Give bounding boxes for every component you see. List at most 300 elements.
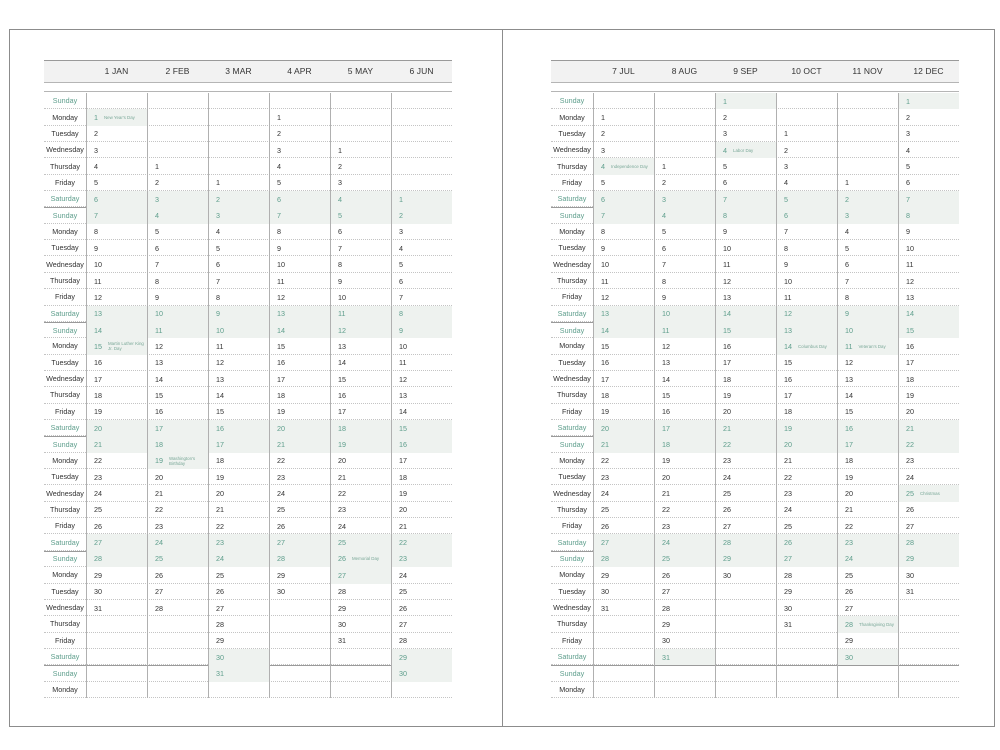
day-cell[interactable] (899, 551, 959, 567)
day-cell[interactable] (655, 240, 715, 256)
day-cell[interactable] (87, 584, 147, 600)
day-cell[interactable] (331, 158, 391, 174)
day-cell[interactable] (148, 371, 208, 387)
day-cell[interactable] (148, 322, 208, 338)
day-cell[interactable] (716, 355, 776, 371)
day-cell[interactable] (331, 616, 391, 632)
day-cell[interactable] (838, 518, 898, 534)
day-cell[interactable] (331, 404, 391, 420)
day-cell[interactable] (594, 289, 654, 305)
day-cell[interactable] (148, 567, 208, 583)
day-cell[interactable] (148, 436, 208, 452)
day-cell[interactable] (87, 207, 147, 223)
day-cell[interactable] (392, 371, 452, 387)
day-cell[interactable] (331, 191, 391, 207)
day-cell[interactable] (392, 306, 452, 322)
day-cell[interactable] (899, 387, 959, 403)
day-cell[interactable] (594, 534, 654, 550)
day-cell[interactable] (87, 142, 147, 158)
day-cell[interactable] (655, 502, 715, 518)
day-cell[interactable] (899, 338, 959, 354)
day-cell[interactable] (87, 191, 147, 207)
day-cell[interactable] (838, 567, 898, 583)
day-cell[interactable] (594, 387, 654, 403)
day-cell[interactable] (594, 175, 654, 191)
day-cell[interactable] (148, 257, 208, 273)
day-cell[interactable] (148, 273, 208, 289)
day-cell[interactable] (594, 518, 654, 534)
day-cell[interactable] (209, 207, 269, 223)
day-cell[interactable] (899, 142, 959, 158)
day-cell[interactable] (655, 175, 715, 191)
day-cell[interactable] (594, 600, 654, 616)
day-cell[interactable] (594, 240, 654, 256)
day-cell[interactable] (655, 273, 715, 289)
day-cell[interactable] (209, 289, 269, 305)
day-cell[interactable] (148, 224, 208, 240)
day-cell[interactable] (655, 257, 715, 273)
day-cell[interactable] (716, 436, 776, 452)
day-cell[interactable] (270, 469, 330, 485)
day-cell[interactable] (392, 453, 452, 469)
day-cell[interactable] (148, 485, 208, 501)
day-cell[interactable] (392, 387, 452, 403)
day-cell[interactable] (331, 273, 391, 289)
day-cell[interactable] (392, 420, 452, 436)
day-cell[interactable] (655, 289, 715, 305)
day-cell[interactable] (331, 387, 391, 403)
day-cell[interactable] (899, 322, 959, 338)
day-cell[interactable] (87, 109, 147, 125)
day-cell[interactable] (777, 436, 837, 452)
day-cell[interactable] (899, 485, 959, 501)
day-cell[interactable] (209, 404, 269, 420)
day-cell[interactable] (148, 534, 208, 550)
day-cell[interactable] (392, 207, 452, 223)
day-cell[interactable] (899, 436, 959, 452)
day-cell[interactable] (655, 404, 715, 420)
day-cell[interactable] (270, 207, 330, 223)
day-cell[interactable] (209, 584, 269, 600)
day-cell[interactable] (270, 240, 330, 256)
day-cell[interactable] (209, 518, 269, 534)
day-cell[interactable] (270, 567, 330, 583)
day-cell[interactable] (392, 633, 452, 649)
day-cell[interactable] (331, 420, 391, 436)
day-cell[interactable] (331, 502, 391, 518)
day-cell[interactable] (331, 338, 391, 354)
day-cell[interactable] (777, 502, 837, 518)
day-cell[interactable] (87, 551, 147, 567)
day-cell[interactable] (899, 191, 959, 207)
day-cell[interactable] (148, 518, 208, 534)
day-cell[interactable] (594, 502, 654, 518)
day-cell[interactable] (655, 567, 715, 583)
day-cell[interactable] (392, 665, 452, 681)
day-cell[interactable] (899, 207, 959, 223)
day-cell[interactable] (270, 551, 330, 567)
day-cell[interactable] (331, 142, 391, 158)
day-cell[interactable] (148, 551, 208, 567)
day-cell[interactable] (838, 306, 898, 322)
day-cell[interactable] (87, 355, 147, 371)
day-cell[interactable] (777, 485, 837, 501)
day-cell[interactable] (594, 322, 654, 338)
day-cell[interactable] (148, 240, 208, 256)
day-cell[interactable] (838, 534, 898, 550)
day-cell[interactable] (87, 338, 147, 354)
day-cell[interactable] (148, 404, 208, 420)
day-cell[interactable] (899, 355, 959, 371)
day-cell[interactable] (270, 191, 330, 207)
day-cell[interactable] (777, 191, 837, 207)
day-cell[interactable] (899, 453, 959, 469)
day-cell[interactable] (270, 502, 330, 518)
day-cell[interactable] (594, 453, 654, 469)
day-cell[interactable] (838, 175, 898, 191)
day-cell[interactable] (716, 469, 776, 485)
day-cell[interactable] (594, 436, 654, 452)
day-cell[interactable] (838, 436, 898, 452)
day-cell[interactable] (87, 534, 147, 550)
day-cell[interactable] (838, 469, 898, 485)
day-cell[interactable] (838, 502, 898, 518)
day-cell[interactable] (331, 257, 391, 273)
day-cell[interactable] (899, 567, 959, 583)
day-cell[interactable] (777, 355, 837, 371)
day-cell[interactable] (716, 126, 776, 142)
day-cell[interactable] (209, 633, 269, 649)
day-cell[interactable] (777, 175, 837, 191)
day-cell[interactable] (87, 453, 147, 469)
day-cell[interactable] (331, 453, 391, 469)
day-cell[interactable] (270, 371, 330, 387)
day-cell[interactable] (716, 207, 776, 223)
day-cell[interactable] (209, 191, 269, 207)
day-cell[interactable] (716, 257, 776, 273)
day-cell[interactable] (87, 273, 147, 289)
day-cell[interactable] (594, 584, 654, 600)
day-cell[interactable] (899, 289, 959, 305)
day-cell[interactable] (655, 420, 715, 436)
day-cell[interactable] (899, 158, 959, 174)
day-cell[interactable] (392, 322, 452, 338)
day-cell[interactable] (270, 534, 330, 550)
day-cell[interactable] (594, 355, 654, 371)
day-cell[interactable] (594, 224, 654, 240)
day-cell[interactable] (87, 469, 147, 485)
day-cell[interactable] (716, 175, 776, 191)
day-cell[interactable] (594, 404, 654, 420)
day-cell[interactable] (594, 469, 654, 485)
day-cell[interactable] (87, 518, 147, 534)
day-cell[interactable] (331, 534, 391, 550)
day-cell[interactable] (209, 387, 269, 403)
day-cell[interactable] (209, 649, 269, 665)
day-cell[interactable] (594, 109, 654, 125)
day-cell[interactable] (777, 322, 837, 338)
day-cell[interactable] (716, 289, 776, 305)
day-cell[interactable] (655, 191, 715, 207)
day-cell[interactable] (655, 616, 715, 632)
day-cell[interactable] (209, 322, 269, 338)
day-cell[interactable] (392, 649, 452, 665)
day-cell[interactable] (777, 306, 837, 322)
day-cell[interactable] (270, 273, 330, 289)
day-cell[interactable] (331, 240, 391, 256)
day-cell[interactable] (270, 518, 330, 534)
day-cell[interactable] (655, 224, 715, 240)
day-cell[interactable] (148, 600, 208, 616)
day-cell[interactable] (331, 518, 391, 534)
day-cell[interactable] (655, 355, 715, 371)
day-cell[interactable] (716, 142, 776, 158)
day-cell[interactable] (392, 600, 452, 616)
day-cell[interactable] (777, 240, 837, 256)
day-cell[interactable] (777, 584, 837, 600)
day-cell[interactable] (899, 469, 959, 485)
day-cell[interactable] (331, 322, 391, 338)
day-cell[interactable] (148, 387, 208, 403)
day-cell[interactable] (716, 240, 776, 256)
day-cell[interactable] (209, 371, 269, 387)
day-cell[interactable] (270, 338, 330, 354)
day-cell[interactable] (899, 306, 959, 322)
day-cell[interactable] (655, 551, 715, 567)
day-cell[interactable] (777, 600, 837, 616)
day-cell[interactable] (87, 289, 147, 305)
day-cell[interactable] (87, 257, 147, 273)
day-cell[interactable] (777, 404, 837, 420)
day-cell[interactable] (392, 502, 452, 518)
day-cell[interactable] (392, 584, 452, 600)
day-cell[interactable] (899, 584, 959, 600)
day-cell[interactable] (655, 436, 715, 452)
day-cell[interactable] (899, 109, 959, 125)
day-cell[interactable] (838, 191, 898, 207)
day-cell[interactable] (392, 224, 452, 240)
day-cell[interactable] (148, 502, 208, 518)
day-cell[interactable] (148, 306, 208, 322)
day-cell[interactable] (270, 322, 330, 338)
day-cell[interactable] (899, 126, 959, 142)
day-cell[interactable] (838, 584, 898, 600)
day-cell[interactable] (270, 387, 330, 403)
day-cell[interactable] (331, 600, 391, 616)
day-cell[interactable] (331, 355, 391, 371)
day-cell[interactable] (655, 649, 715, 665)
day-cell[interactable] (392, 273, 452, 289)
day-cell[interactable] (392, 469, 452, 485)
day-cell[interactable] (270, 355, 330, 371)
day-cell[interactable] (270, 175, 330, 191)
day-cell[interactable] (209, 600, 269, 616)
day-cell[interactable] (87, 322, 147, 338)
day-cell[interactable] (209, 485, 269, 501)
day-cell[interactable] (209, 306, 269, 322)
day-cell[interactable] (270, 289, 330, 305)
day-cell[interactable] (838, 273, 898, 289)
day-cell[interactable] (209, 534, 269, 550)
day-cell[interactable] (899, 502, 959, 518)
day-cell[interactable] (594, 567, 654, 583)
day-cell[interactable] (148, 584, 208, 600)
day-cell[interactable] (594, 158, 654, 174)
day-cell[interactable] (209, 616, 269, 632)
day-cell[interactable] (331, 584, 391, 600)
day-cell[interactable] (777, 126, 837, 142)
day-cell[interactable] (777, 551, 837, 567)
day-cell[interactable] (838, 257, 898, 273)
day-cell[interactable] (594, 207, 654, 223)
day-cell[interactable] (655, 453, 715, 469)
day-cell[interactable] (777, 387, 837, 403)
day-cell[interactable] (87, 126, 147, 142)
day-cell[interactable] (87, 420, 147, 436)
day-cell[interactable] (270, 142, 330, 158)
day-cell[interactable] (331, 567, 391, 583)
day-cell[interactable] (209, 240, 269, 256)
day-cell[interactable] (87, 240, 147, 256)
day-cell[interactable] (331, 371, 391, 387)
day-cell[interactable] (899, 93, 959, 109)
day-cell[interactable] (209, 567, 269, 583)
day-cell[interactable] (838, 616, 898, 632)
day-cell[interactable] (148, 158, 208, 174)
day-cell[interactable] (655, 584, 715, 600)
day-cell[interactable] (716, 420, 776, 436)
day-cell[interactable] (331, 306, 391, 322)
day-cell[interactable] (655, 485, 715, 501)
day-cell[interactable] (838, 387, 898, 403)
day-cell[interactable] (777, 224, 837, 240)
day-cell[interactable] (87, 306, 147, 322)
day-cell[interactable] (838, 404, 898, 420)
day-cell[interactable] (87, 485, 147, 501)
day-cell[interactable] (777, 289, 837, 305)
day-cell[interactable] (594, 142, 654, 158)
day-cell[interactable] (777, 142, 837, 158)
day-cell[interactable] (594, 306, 654, 322)
day-cell[interactable] (148, 191, 208, 207)
day-cell[interactable] (392, 567, 452, 583)
day-cell[interactable] (777, 534, 837, 550)
day-cell[interactable] (899, 534, 959, 550)
day-cell[interactable] (655, 469, 715, 485)
day-cell[interactable] (392, 240, 452, 256)
day-cell[interactable] (838, 322, 898, 338)
day-cell[interactable] (148, 453, 208, 469)
day-cell[interactable] (838, 338, 898, 354)
day-cell[interactable] (87, 436, 147, 452)
day-cell[interactable] (87, 502, 147, 518)
day-cell[interactable] (594, 191, 654, 207)
day-cell[interactable] (270, 224, 330, 240)
day-cell[interactable] (209, 420, 269, 436)
day-cell[interactable] (777, 371, 837, 387)
day-cell[interactable] (655, 371, 715, 387)
day-cell[interactable] (392, 257, 452, 273)
day-cell[interactable] (838, 289, 898, 305)
day-cell[interactable] (838, 649, 898, 665)
day-cell[interactable] (392, 534, 452, 550)
day-cell[interactable] (331, 207, 391, 223)
day-cell[interactable] (392, 485, 452, 501)
day-cell[interactable] (331, 485, 391, 501)
day-cell[interactable] (209, 453, 269, 469)
day-cell[interactable] (655, 158, 715, 174)
day-cell[interactable] (270, 109, 330, 125)
day-cell[interactable] (777, 207, 837, 223)
day-cell[interactable] (716, 158, 776, 174)
day-cell[interactable] (777, 469, 837, 485)
day-cell[interactable] (716, 306, 776, 322)
day-cell[interactable] (716, 371, 776, 387)
day-cell[interactable] (270, 584, 330, 600)
day-cell[interactable] (148, 207, 208, 223)
day-cell[interactable] (777, 420, 837, 436)
day-cell[interactable] (899, 175, 959, 191)
day-cell[interactable] (716, 453, 776, 469)
day-cell[interactable] (838, 240, 898, 256)
day-cell[interactable] (270, 420, 330, 436)
day-cell[interactable] (655, 306, 715, 322)
day-cell[interactable] (716, 273, 776, 289)
day-cell[interactable] (838, 485, 898, 501)
day-cell[interactable] (392, 436, 452, 452)
day-cell[interactable] (87, 175, 147, 191)
day-cell[interactable] (331, 289, 391, 305)
day-cell[interactable] (331, 469, 391, 485)
day-cell[interactable] (148, 469, 208, 485)
day-cell[interactable] (716, 502, 776, 518)
day-cell[interactable] (209, 665, 269, 681)
day-cell[interactable] (838, 355, 898, 371)
day-cell[interactable] (594, 273, 654, 289)
day-cell[interactable] (87, 387, 147, 403)
day-cell[interactable] (716, 387, 776, 403)
day-cell[interactable] (838, 551, 898, 567)
day-cell[interactable] (331, 436, 391, 452)
day-cell[interactable] (331, 175, 391, 191)
day-cell[interactable] (148, 175, 208, 191)
day-cell[interactable] (392, 404, 452, 420)
day-cell[interactable] (716, 551, 776, 567)
day-cell[interactable] (270, 126, 330, 142)
day-cell[interactable] (270, 257, 330, 273)
day-cell[interactable] (594, 485, 654, 501)
day-cell[interactable] (838, 371, 898, 387)
day-cell[interactable] (148, 420, 208, 436)
day-cell[interactable] (209, 175, 269, 191)
day-cell[interactable] (777, 158, 837, 174)
day-cell[interactable] (209, 273, 269, 289)
day-cell[interactable] (270, 158, 330, 174)
day-cell[interactable] (899, 273, 959, 289)
day-cell[interactable] (148, 338, 208, 354)
day-cell[interactable] (209, 257, 269, 273)
day-cell[interactable] (655, 207, 715, 223)
day-cell[interactable] (209, 469, 269, 485)
day-cell[interactable] (716, 191, 776, 207)
day-cell[interactable] (331, 224, 391, 240)
day-cell[interactable] (777, 453, 837, 469)
day-cell[interactable] (331, 551, 391, 567)
day-cell[interactable] (392, 338, 452, 354)
day-cell[interactable] (209, 551, 269, 567)
day-cell[interactable] (899, 224, 959, 240)
day-cell[interactable] (209, 502, 269, 518)
